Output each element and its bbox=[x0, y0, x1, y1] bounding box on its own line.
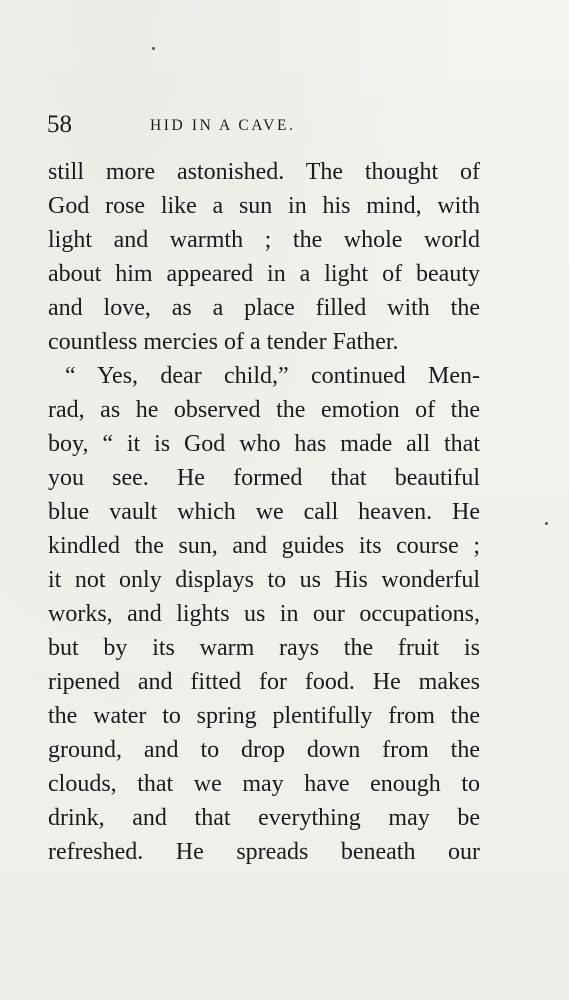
text-line: the water to spring plentifully from the bbox=[48, 703, 480, 729]
text-line: you see. He formed that beautiful bbox=[48, 465, 480, 491]
text-line: and love, as a place filled with the bbox=[48, 295, 480, 321]
text-line: God rose like a sun in his mind, with bbox=[48, 193, 480, 219]
text-line: about him appeared in a light of beauty bbox=[48, 261, 480, 287]
body-text bbox=[48, 155, 480, 869]
text-line: but by its warm rays the fruit is bbox=[48, 635, 480, 661]
text-line: rad, as he observed the emotion of the bbox=[48, 397, 480, 423]
text-line: it not only displays to us His wonderful bbox=[48, 567, 480, 593]
text-line: “ Yes, dear child,” continued Men- bbox=[65, 363, 480, 389]
running-title: HID IN A CAVE. bbox=[150, 117, 296, 134]
text-line: ground, and to drop down from the bbox=[48, 737, 480, 763]
text-line: boy, “ it is God who has made all that bbox=[48, 431, 480, 457]
text-line: ripened and fitted for food. He makes bbox=[48, 669, 480, 695]
text-line: refreshed. He spreads beneath our bbox=[48, 839, 480, 865]
text-line: still more astonished. The thought of bbox=[48, 159, 480, 185]
paper-speck bbox=[545, 522, 548, 525]
text-line: drink, and that everything may be bbox=[48, 805, 480, 831]
text-line: light and warmth ; the whole world bbox=[48, 227, 480, 253]
page-number: 58 bbox=[47, 111, 72, 138]
text-line: kindled the sun, and guides its course ; bbox=[48, 533, 480, 559]
text-line: blue vault which we call heaven. He bbox=[48, 499, 480, 525]
text-line: clouds, that we may have enough to bbox=[48, 771, 480, 797]
text-line: countless mercies of a tender Father. bbox=[48, 329, 399, 355]
text-line: works, and lights us in our occupations, bbox=[48, 601, 480, 627]
paper-speck bbox=[152, 47, 155, 50]
